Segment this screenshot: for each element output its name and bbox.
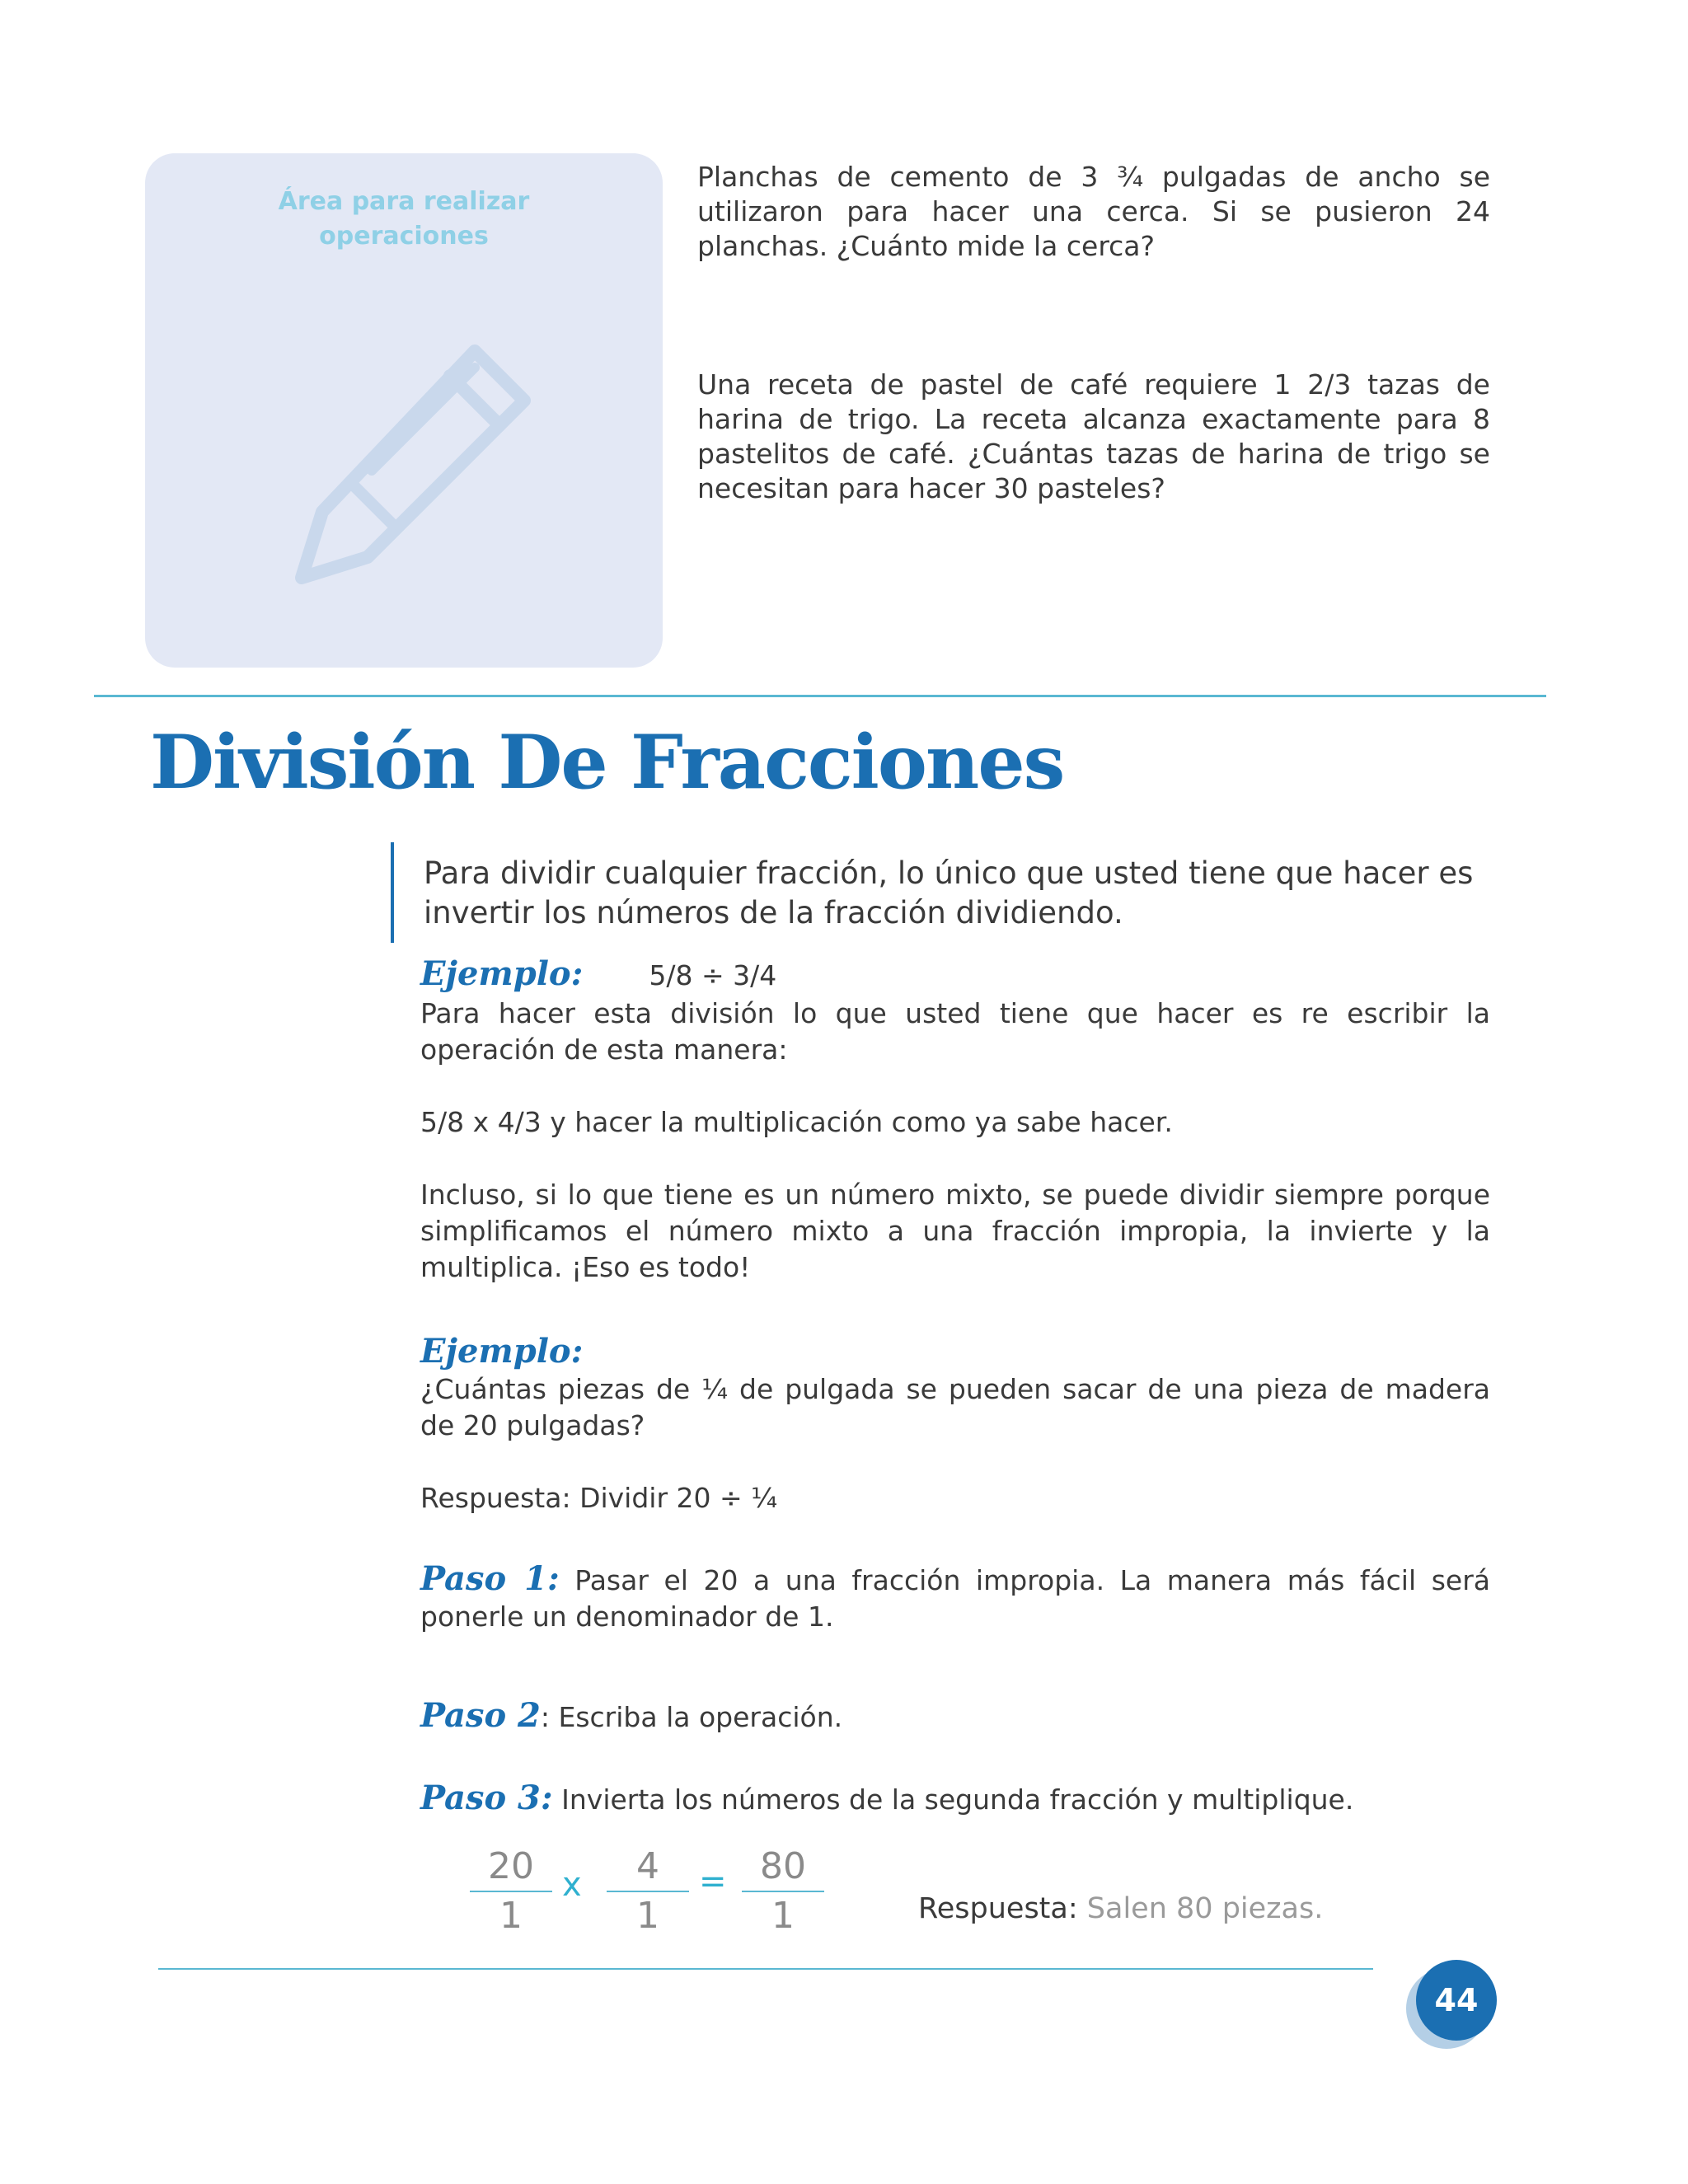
page-number: 44 [1416,1960,1497,2041]
word-problem-1: Planchas de cemento de 3 ¾ pulgadas de ancho se utilizaron para hacer una cerca. Si se pusieron 24 planchas. ¿Cuánto mide la cerca? [697,161,1490,262]
page-title: División De Fracciones [150,719,1064,806]
step-1 [420,1561,1490,1635]
intro-accent-bar [391,842,394,943]
example-2-answer-line: Respuesta: Dividir 20 ÷ ¼ [420,1482,778,1514]
fraction-3: 80 1 [742,1844,824,1938]
word-problem-2: Una receta de pastel de café requiere 1 2/3 tazas de harina de trigo. La receta alcanza exactamente para 8 pastelitos de café. ¿Cuántas tazas de harina de trigo se necesitan para hacer 30 pasteles? [697,368,1490,504]
step-1-label: Paso 1: [420,1559,560,1598]
step-1-text: Pasar el 20 a una fracción impropia. La manera más fácil será ponerle un denominador de 1. [420,1564,1490,1633]
example-1-operation: 5/8 ÷ 3/4 [649,959,777,991]
work-area-box [145,153,663,668]
section-divider [94,695,1546,697]
footer-divider [158,1968,1373,1970]
fraction-2: 4 1 [607,1844,689,1938]
step-3-label: Paso 3: [420,1779,553,1817]
step-2-label: Paso 2 [420,1696,541,1735]
work-area-title: Área para realizar operaciones [278,187,530,251]
final-answer [918,1892,1323,1925]
answer-value: Salen 80 piezas. [1086,1892,1324,1925]
example-2-label: Ejemplo: [420,1332,584,1371]
intro-text: Para dividir cualquier fracción, lo único que usted tiene que hacer es invertir los números de la fracción dividiendo. [424,855,1474,930]
example-1-label: Ejemplo: [420,954,584,993]
example-2-question: ¿Cuántas piezas de ¼ de pulgada se pueden sacar de una pieza de madera de 20 pulgadas? [420,1373,1490,1441]
example-1-heading [420,956,1490,994]
answer-label: Respuesta: [918,1892,1078,1925]
example-2-heading [420,1333,1490,1371]
step-3 [420,1780,1490,1818]
multiply-sign: x [562,1866,582,1904]
pencil-icon [277,326,549,598]
step-3-text: Invierta los números de la segunda fracción y multiplique. [552,1783,1354,1816]
example-1-rewrite: 5/8 x 4/3 y hacer la multiplicación como ya sabe hacer. [420,1106,1173,1138]
fraction-1: 20 1 [470,1844,552,1938]
step-2-text: : Escriba la operación. [540,1701,843,1733]
example-1-text: Para hacer esta división lo que usted tiene que hacer es re escribir la operación de esta manera: [420,997,1490,1066]
example-1-mixed: Incluso, si lo que tiene es un número mixto, se puede dividir siempre porque simplificamos el número mixto a una fracción impropia, la invierte y la multiplica. ¡Eso es todo! [420,1179,1490,1283]
equals-sign: = [699,1863,727,1900]
step-2 [420,1698,1490,1736]
